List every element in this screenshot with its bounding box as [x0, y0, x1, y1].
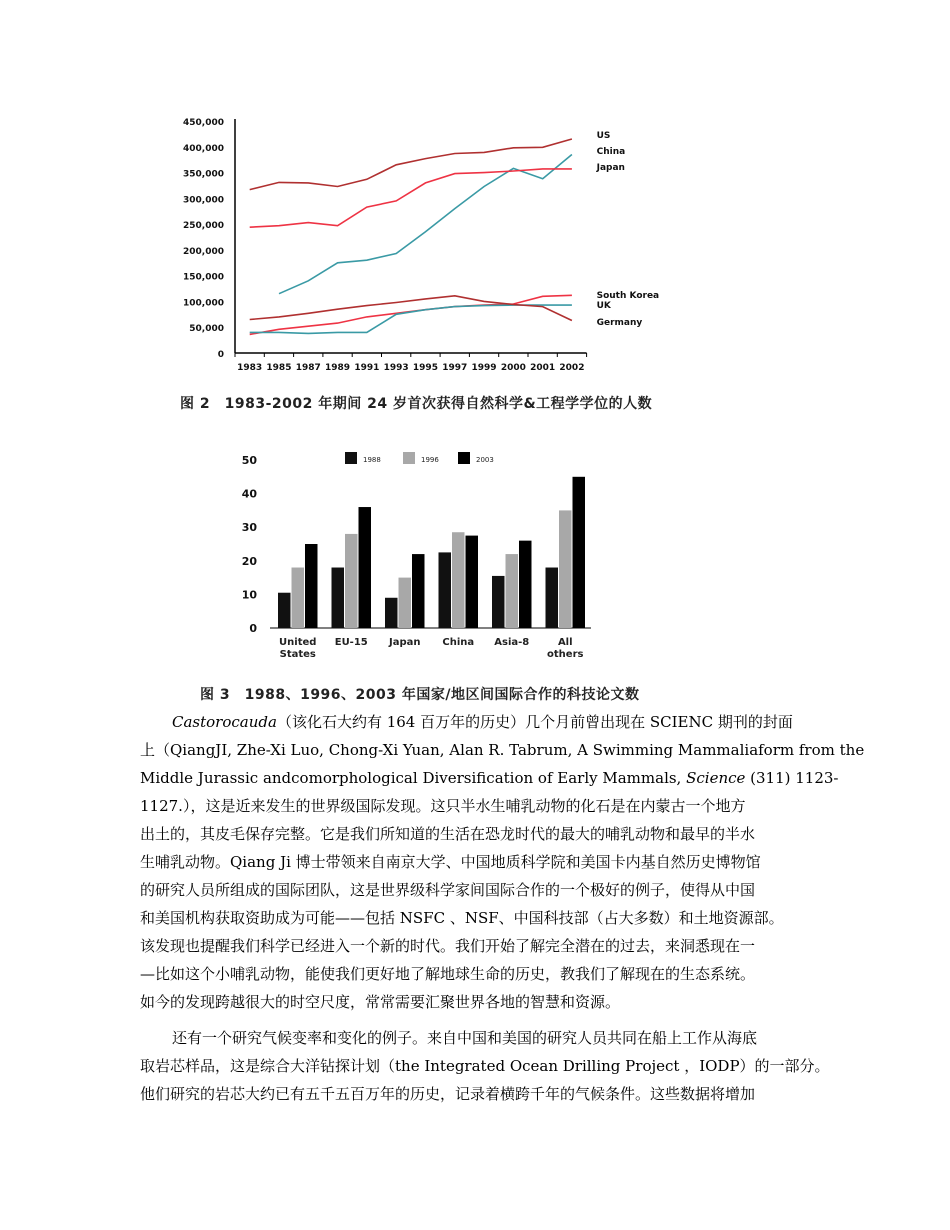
bar-2003	[412, 554, 425, 628]
text-line	[140, 1024, 805, 1052]
text-line	[140, 792, 805, 820]
y-tick-label: 250,000	[183, 221, 224, 232]
legend-label-china: China	[596, 147, 626, 157]
text-segment: 的研究人员所组成的国际团队，这是世界级科学家间国际合作的一个极好的例子，使得从中国	[140, 881, 756, 899]
text-segment: 生哺乳动物。Qiang Ji 博士带领来自南京大学、中国地质科学院和美国卡内基自然历史博物馆	[140, 853, 761, 871]
x-tick-label: 1993	[383, 363, 409, 373]
body-paragraph-1	[140, 708, 865, 1016]
legend-label-japan: Japan	[596, 163, 625, 173]
text-segment: 和美国机构获取资助成为可能——包括 NSFC 、NSF、中国科技部（占大多数）和土地资源部。	[140, 909, 784, 927]
bar-1988	[278, 593, 291, 628]
text-line	[140, 708, 805, 736]
body-paragraph-2	[140, 1024, 830, 1108]
y-tick-label: 0	[249, 622, 257, 635]
y-tick-label: 0	[217, 350, 224, 360]
text-segment: (311) 1123-	[745, 769, 839, 787]
x-tick-label: others	[547, 649, 584, 660]
text-line	[140, 932, 805, 960]
text-segment: 该发现也提醒我们科学已经进入一个新的时代。我们开始了解完全潜在的过去，来洞悉现在一	[140, 937, 756, 955]
text-line	[140, 764, 839, 792]
x-tick-label: 1985	[266, 363, 292, 373]
text-line	[140, 736, 865, 764]
text-line	[140, 960, 805, 988]
bar-1988	[385, 598, 398, 628]
text-line	[140, 1080, 805, 1108]
legend-swatch-2003	[458, 452, 470, 464]
legend-swatch-1996	[403, 452, 415, 464]
x-tick-label: United	[279, 637, 317, 648]
text-segment: —比如这个小哺乳动物，能使我们更好地了解地球生命的历史，教我们了解现在的生态系统。	[140, 965, 756, 983]
bar-1996	[399, 578, 412, 628]
text-line	[140, 904, 805, 932]
bar-1988	[332, 568, 345, 628]
bar-1996	[559, 510, 572, 628]
text-segment: Middle Jurassic andcomorphological Diversification of Early Mammals,	[140, 769, 687, 787]
x-tick-label: 1997	[442, 363, 468, 373]
figure-3-caption: 图 3 1988、1996、2003 年国家/地区间国际合作的科技论文数	[200, 687, 640, 703]
x-tick-label: 2002	[559, 363, 585, 373]
text-segment: （该化石大约有 164 百万年的历史）几个月前曾出现在 SCIENC 期刊的封面	[276, 713, 793, 731]
y-tick-label: 50,000	[189, 324, 224, 335]
x-tick-label: 1999	[471, 363, 497, 373]
legend-label-1988: 1988	[363, 456, 381, 464]
y-tick-label: 350,000	[183, 169, 224, 180]
x-tick-label: 1991	[354, 363, 380, 373]
figure-2-line-chart	[168, 108, 688, 383]
legend-label-south-korea: South Korea	[596, 291, 660, 301]
x-tick-label: 1983	[237, 363, 263, 373]
x-tick-label: China	[442, 637, 475, 648]
legend-label-uk: UK	[596, 301, 611, 311]
text-line	[140, 820, 805, 848]
y-tick-label: 200,000	[183, 246, 224, 257]
bar-1988	[439, 552, 452, 628]
text-segment: 出土的，其皮毛保存完整。它是我们所知道的生活在恐龙时代的最大的哺乳动物和最早的半水	[140, 825, 756, 843]
x-tick-label: Asia-8	[494, 637, 530, 648]
legend-label-germany: Germany	[596, 318, 643, 328]
figure-2-caption: 图 2 1983-2002 年期间 24 岁首次获得自然科学&工程学学位的人数	[180, 396, 653, 412]
bar-2003	[573, 477, 586, 628]
figure-3-bar-chart	[230, 442, 630, 672]
y-tick-label: 40	[241, 487, 257, 501]
x-tick-label: 2001	[530, 363, 556, 373]
x-tick-label: 2000	[500, 363, 526, 373]
y-tick-label: 450,000	[183, 118, 224, 128]
x-tick-label: States	[279, 649, 316, 660]
bar-1996	[452, 532, 465, 628]
bar-1996	[506, 554, 519, 628]
italic-text: Castorocauda	[172, 713, 277, 731]
y-tick-label: 150,000	[183, 272, 224, 283]
text-segment: 还有一个研究气候变率和变化的例子。来自中国和美国的研究人员共同在船上工作从海底	[172, 1029, 758, 1047]
legend-label-us: US	[596, 131, 611, 141]
bar-2003	[519, 541, 532, 628]
text-segment: 1127.），这是近来发生的世界级国际发现。这只半水生哺乳动物的化石是在内蒙古一个地方	[140, 797, 746, 815]
series-line-us	[250, 139, 572, 190]
text-segment: 上（QiangJI, Zhe-Xi Luo, Chong-Xi Yuan, Alan R. Tabrum, A Swimming Mammaliaform from the	[140, 741, 865, 759]
x-tick-label: EU-15	[334, 637, 368, 648]
text-segment: 取岩芯样品，这是综合大洋钻探计划（the Integrated Ocean Drilling Project ，IODP）的一部分。	[140, 1057, 830, 1075]
bar-1996	[292, 568, 305, 628]
legend-label-2003: 2003	[476, 456, 494, 464]
bar-2003	[305, 544, 318, 628]
series-line-germany	[250, 296, 572, 321]
x-tick-label: Japan	[389, 637, 421, 648]
text-line	[140, 876, 805, 904]
y-tick-label: 20	[241, 554, 257, 568]
legend-swatch-1988	[345, 452, 357, 464]
x-tick-label: 1989	[325, 363, 351, 373]
text-line	[140, 848, 805, 876]
series-line-japan	[250, 169, 572, 227]
y-tick-label: 10	[241, 588, 257, 602]
x-tick-label: All	[557, 637, 573, 648]
text-segment: 如今的发现跨越很大的时空尺度，常常需要汇聚世界各地的智慧和资源。	[140, 993, 621, 1011]
bar-1996	[345, 534, 358, 628]
bar-2003	[466, 536, 479, 628]
text-line	[140, 1052, 830, 1080]
bar-1988	[492, 576, 505, 628]
y-tick-label: 300,000	[183, 195, 224, 206]
y-tick-label: 50	[241, 454, 257, 467]
italic-text: Science	[686, 769, 746, 787]
y-tick-label: 100,000	[183, 298, 224, 309]
x-tick-label: 1995	[412, 363, 438, 373]
text-segment: 他们研究的岩芯大约已有五千五百万年的历史，记录着横跨千年的气候条件。这些数据将增加	[140, 1085, 756, 1103]
bar-2003	[359, 507, 372, 628]
series-line-uk	[250, 305, 572, 333]
text-line	[140, 988, 805, 1016]
legend-label-1996: 1996	[421, 456, 439, 464]
y-tick-label: 400,000	[183, 143, 224, 154]
y-tick-label: 30	[241, 521, 257, 535]
x-tick-label: 1987	[295, 363, 321, 373]
bar-1988	[546, 568, 559, 628]
